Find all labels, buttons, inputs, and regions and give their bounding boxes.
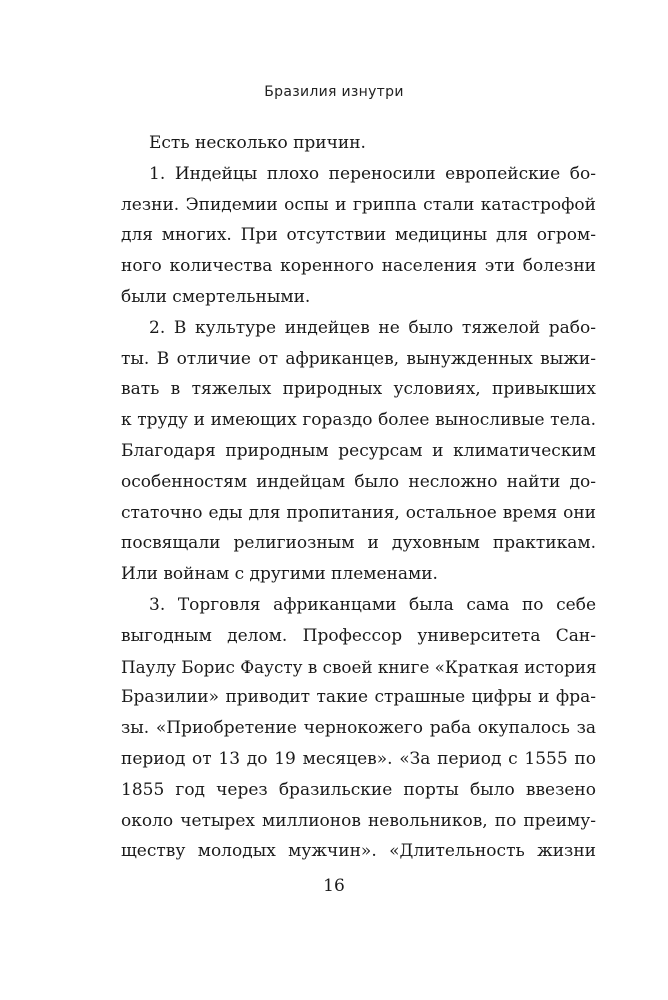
text-line: 3. Торговля африканцами была сама по себе	[149, 594, 596, 615]
text-line: вать в тяжелых природных условиях, привыкших	[121, 379, 596, 400]
text-line: 2. В культуре индейцев не было тяжелой рабо-	[149, 317, 596, 338]
page-number: 16	[323, 876, 345, 896]
running-header: Бразилия изнутри	[264, 84, 404, 100]
text-line: Есть несколько причин.	[149, 133, 366, 153]
text-line: ного количества коренного населения эти болезни	[121, 256, 596, 277]
text-line: ществу молодых мужчин». «Длительность жизни	[121, 841, 596, 862]
text-line: лезни. Эпидемии оспы и гриппа стали катастрофой	[121, 194, 596, 215]
text-line: ты. В отличие от африканцев, вынужденных выжи-	[121, 348, 596, 369]
text-line: около четырех миллионов невольников, по преиму-	[121, 810, 596, 831]
text-line: 1855 год через бразильские порты было ввезено	[121, 779, 596, 800]
text-line: посвящали религиозным и духовным практикам.	[121, 533, 596, 554]
text-line: для многих. При отсутствии медицины для огром-	[121, 225, 596, 246]
text-line: к труду и имеющих гораздо более выносливые тела.	[121, 410, 596, 431]
text-line: были смертельными.	[121, 286, 311, 307]
body-text	[121, 128, 596, 867]
text-line: Бразилии» приводит такие страшные цифры и фра-	[121, 687, 596, 708]
text-line: Благодаря природным ресурсам и климатическим	[121, 440, 596, 461]
text-line: особенностям индейцам было несложно найти до-	[121, 471, 596, 492]
text-line: выгодным делом. Профессор университета Сан-	[121, 625, 596, 646]
text-line: статочно еды для пропитания, остальное время они	[121, 502, 596, 523]
text-line: Или войнам с другими племенами.	[121, 564, 438, 585]
text-line: зы. «Приобретение чернокожего раба окупалось за	[121, 718, 596, 739]
text-line: период от 13 до 19 месяцев». «За период с 1555 по	[121, 748, 596, 769]
text-line: Паулу Борис Фаусту в своей книге «Краткая история	[121, 656, 597, 677]
text-line: 1. Индейцы плохо переносили европейские бо-	[149, 163, 596, 184]
